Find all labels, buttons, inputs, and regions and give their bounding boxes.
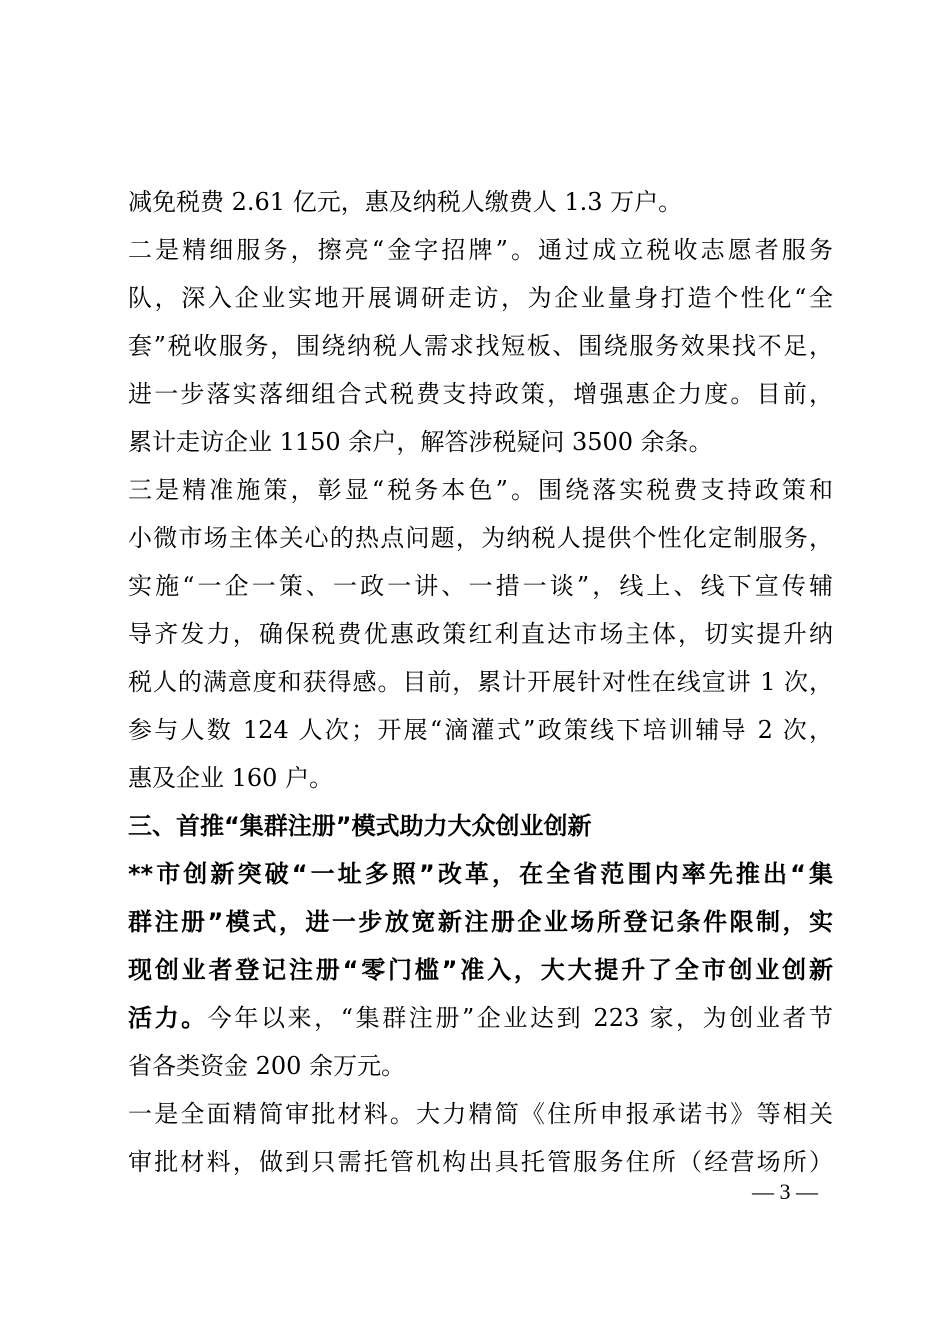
text-line-bold: **市创新突破“一址多照”改革，在全省范围内率先推出“集	[128, 860, 833, 888]
text-line: 队，深入企业实地开展调研走访，为企业量身打造个性化“全	[128, 284, 833, 312]
text-line: 减免税费 2.61 亿元，惠及纳税人缴费人 1.3 万户。	[128, 188, 683, 216]
text-line: 累计走访企业 1150 余户，解答涉税疑问 3500 余条。	[128, 428, 713, 456]
page-number: — 3 —	[752, 1179, 818, 1204]
section-heading: 三、首推“集群注册”模式助力大众创业创新	[128, 812, 592, 840]
text-line: 审批材料，做到只需托管机构出具托管服务住所（经营场所）	[128, 1148, 833, 1176]
text-line: 进一步落实落细组合式税费支持政策，增强惠企力度。目前，	[128, 380, 833, 408]
text-line-mixed	[128, 994, 833, 1042]
text-line: 三是精准施策，彰显“税务本色”。围绕落实税费支持政策和	[128, 476, 833, 504]
text-line: 税人的满意度和获得感。目前，累计开展针对性在线宣讲 1 次，	[128, 668, 833, 696]
text-line: 参与人数 124 人次；开展“滴灌式”政策线下培训辅导 2 次，	[128, 716, 833, 744]
body-text	[128, 178, 833, 1186]
text-line: 导齐发力，确保税费优惠政策红利直达市场主体，切实提升纳	[128, 620, 833, 648]
text-line: 小微市场主体关心的热点问题，为纳税人提供个性化定制服务，	[128, 524, 833, 552]
normal-run: 今年以来，“集群注册”企业达到 223 家，为创业者节	[207, 1004, 833, 1032]
text-line: 惠及企业 160 户。	[128, 764, 334, 792]
bold-run: 活力。	[128, 1004, 208, 1032]
text-line: 实施“一企一策、一政一讲、一措一谈”，线上、线下宣传辅	[128, 572, 833, 600]
text-line: 套”税收服务，围绕纳税人需求找短板、围绕服务效果找不足，	[128, 332, 833, 360]
text-line-bold: 现创业者登记注册“零门槛”准入，大大提升了全市创业创新	[128, 956, 833, 984]
text-line: 二是精细服务，擦亮“金字招牌”。通过成立税收志愿者服务	[128, 236, 833, 264]
text-line-bold: 群注册”模式，进一步放宽新注册企业场所登记条件限制，实	[128, 908, 833, 936]
text-line: 一是全面精简审批材料。大力精简《住所申报承诺书》等相关	[128, 1100, 833, 1128]
text-line: 省各类资金 200 余万元。	[128, 1052, 406, 1080]
